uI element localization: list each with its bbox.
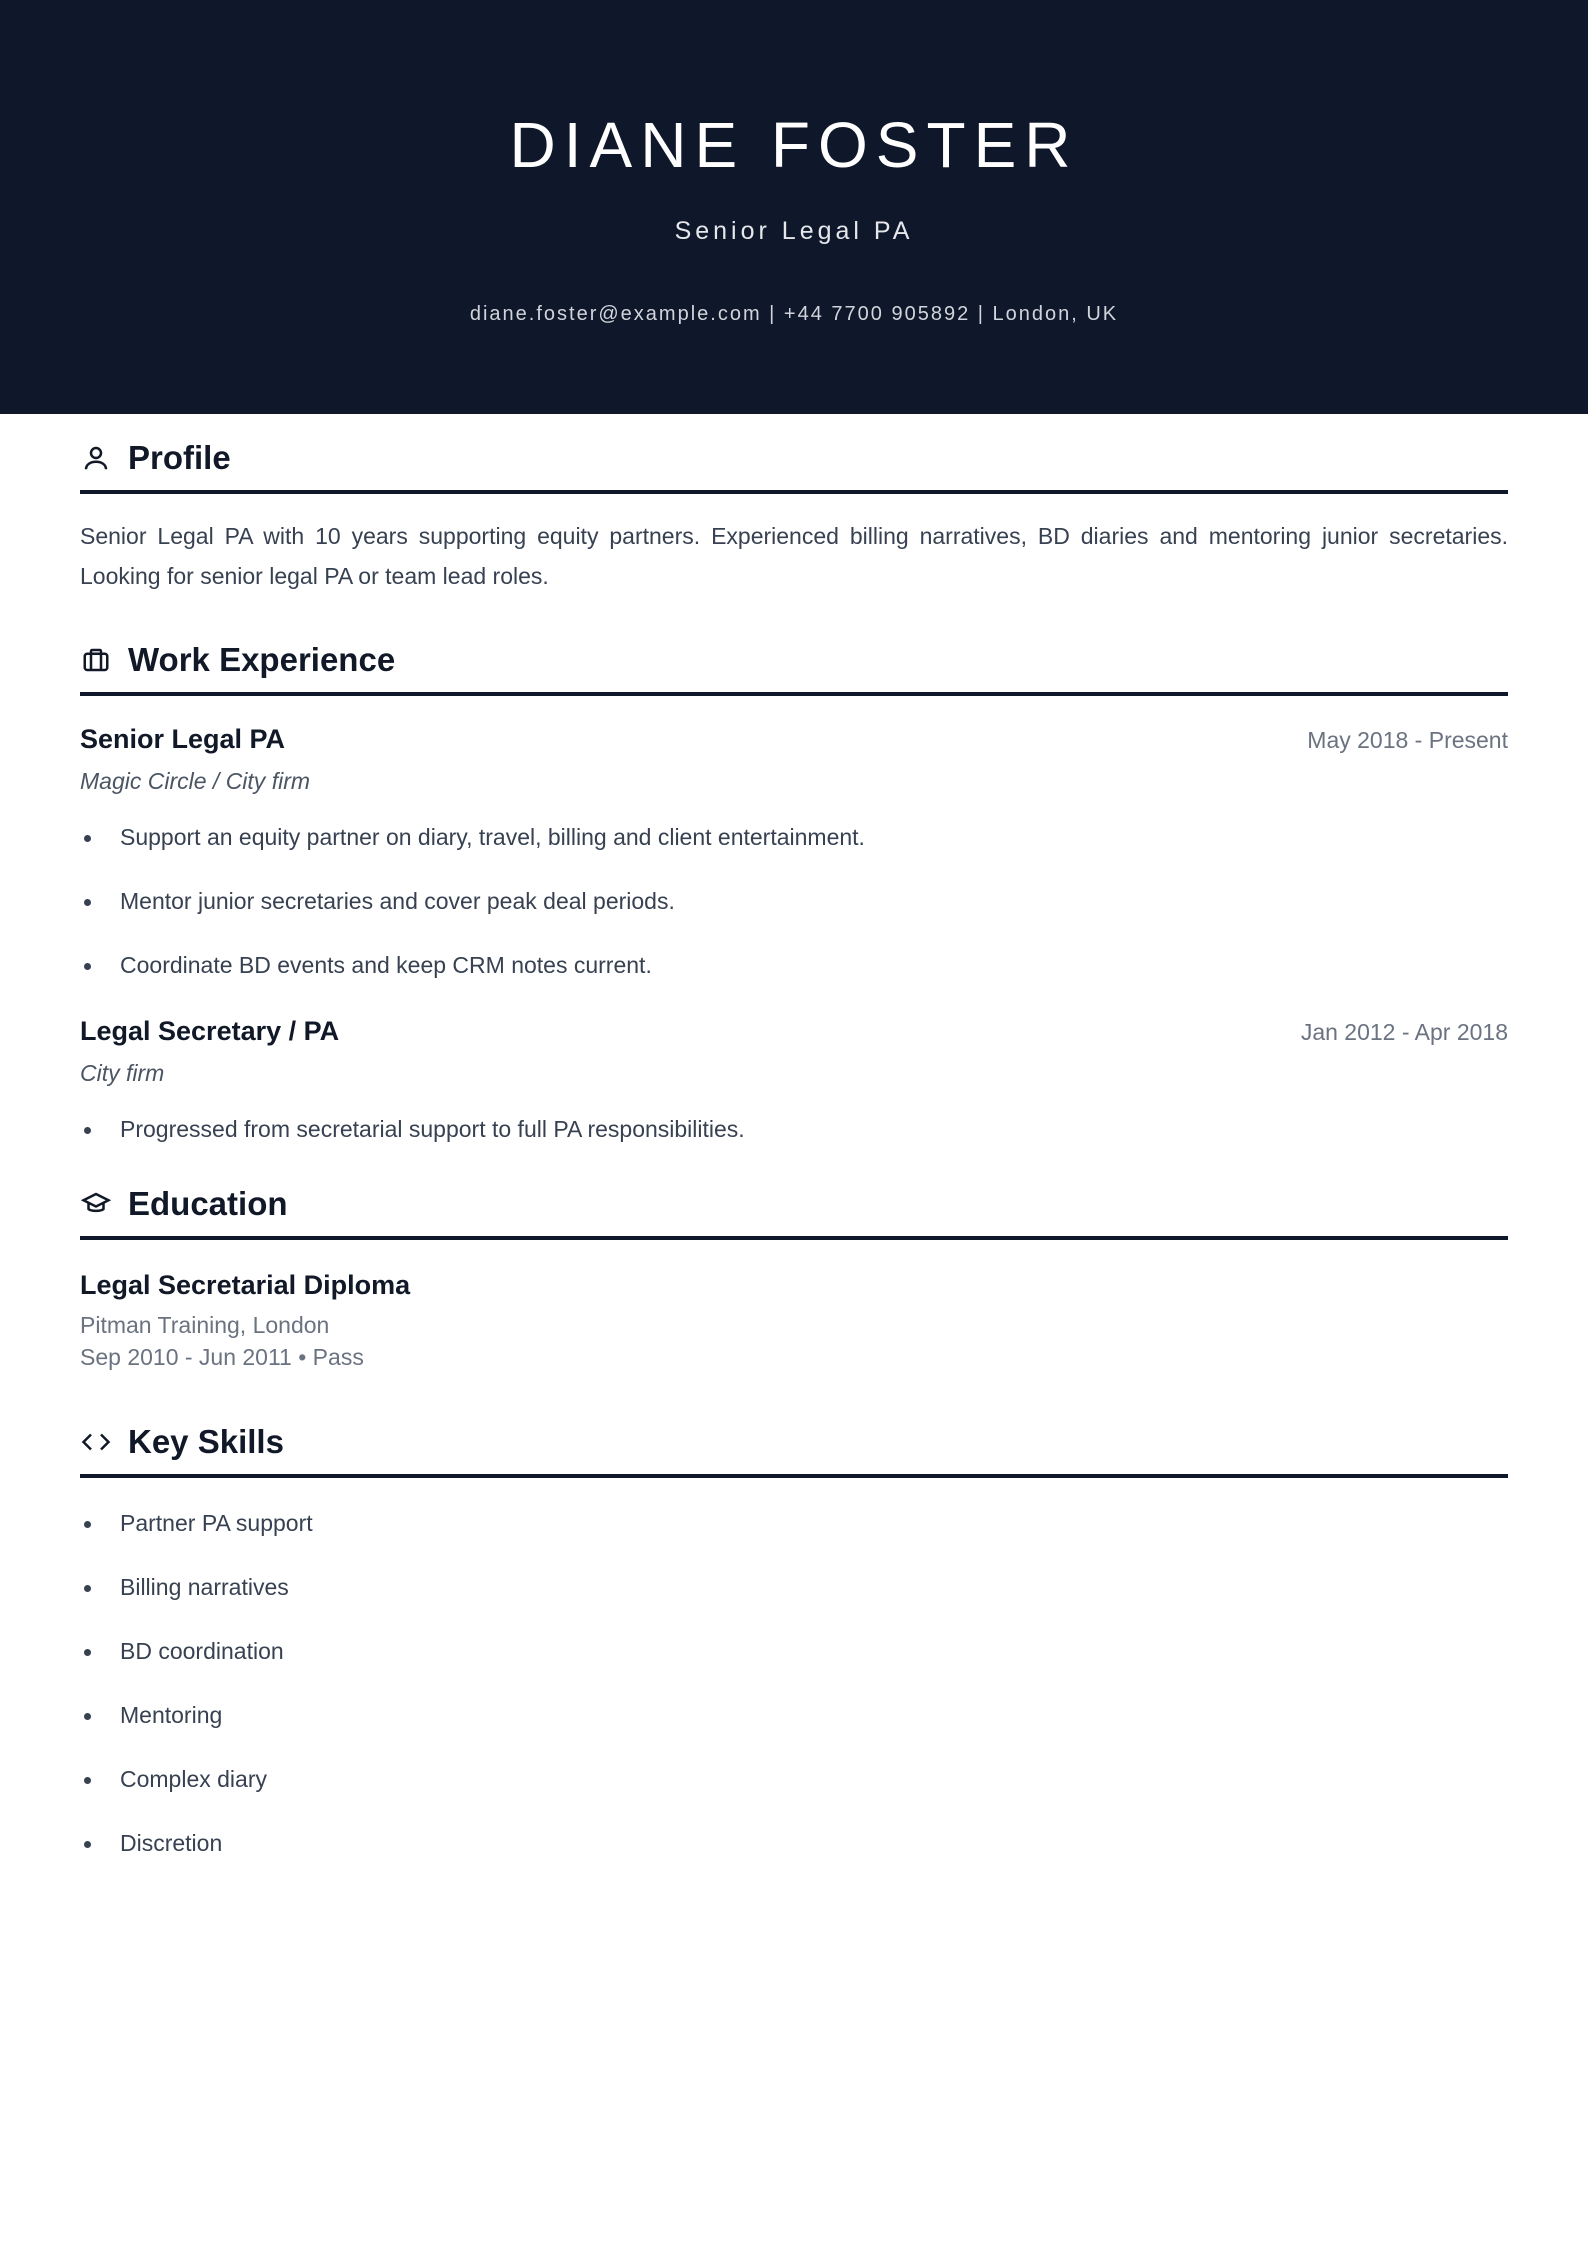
profile-heading: Profile [128,439,231,476]
education-school: Pitman Training, London [80,1312,330,1338]
profile-heading-row [80,438,1508,494]
skills-heading-row [80,1422,1508,1478]
list-item: Mentoring [80,1700,1508,1730]
skills-section [80,1422,1508,1858]
skills-list [80,1508,1508,1858]
education-heading: Education [128,1185,288,1222]
job-bullets [80,1114,1508,1144]
code-icon [80,1426,112,1458]
candidate-title: Senior Legal PA [674,217,914,245]
list-item: Coordinate BD events and keep CRM notes current. [80,950,1508,980]
list-item: Discretion [80,1828,1508,1858]
job-date: Jan 2012 - Apr 2018 [1300,1019,1508,1045]
job-title: Senior Legal PA [80,724,286,754]
candidate-name: DIANE FOSTER [509,109,1079,181]
list-item: Support an equity partner on diary, travel, billing and client entertainment. [80,822,1508,852]
list-item: BD coordination [80,1636,1508,1666]
job-company: City firm [80,1060,165,1086]
experience-section [80,640,1508,1144]
education-heading-row [80,1184,1508,1240]
graduation-cap-icon [80,1188,112,1220]
job-bullets [80,822,1508,980]
job-entry [80,722,1508,980]
list-item: Billing narratives [80,1572,1508,1602]
resume-body [0,438,1588,1858]
education-degree: Legal Secretarial Diploma [80,1270,411,1300]
experience-heading-row [80,640,1508,696]
profile-text: Senior Legal PA with 10 years supporting equity partners. Experienced billing narratives, BD diaries and mentoring junior secretaries. Looking for senior legal PA or team lead roles. [80,523,1508,589]
user-icon [80,442,112,474]
skills-heading: Key Skills [128,1423,284,1460]
contact-line: diane.foster@example.com | +44 7700 905892 | London, UK [469,303,1119,325]
list-item: Mentor junior secretaries and cover peak deal periods. [80,886,1508,916]
education-section [80,1184,1508,1372]
experience-heading: Work Experience [128,641,396,678]
profile-section [80,438,1508,596]
job-company: Magic Circle / City firm [80,768,311,794]
resume-header [0,0,1588,414]
list-item: Complex diary [80,1764,1508,1794]
job-entry [80,1014,1508,1144]
job-date: May 2018 - Present [1307,727,1508,753]
list-item: Partner PA support [80,1508,1508,1538]
list-item: Progressed from secretarial support to full PA responsibilities. [80,1114,1508,1144]
job-title: Legal Secretary / PA [80,1016,340,1046]
briefcase-icon [80,644,112,676]
education-meta: Sep 2010 - Jun 2011 • Pass [80,1344,364,1370]
